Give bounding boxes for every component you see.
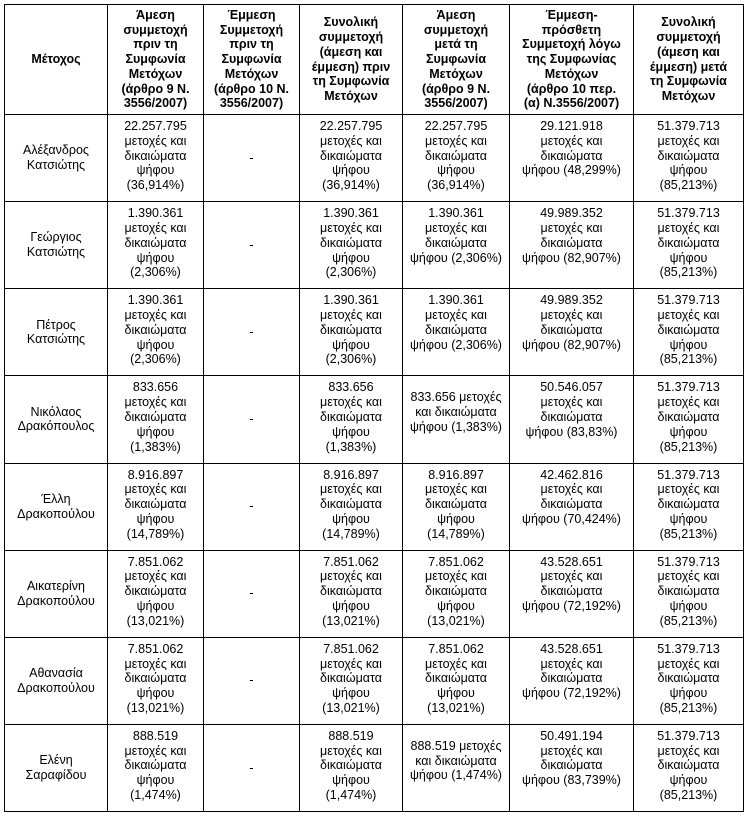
table-row [5, 115, 744, 202]
table-row [5, 637, 744, 724]
total-after-cell: 51.379.713 μετοχές και δικαιώματα ψήφου (85,213%) [634, 115, 744, 202]
header-indirect-before: Έμμεση Συμμετοχή πριν τη Συμφωνία Μετόχων (άρθρο 10 Ν. 3556/2007) [204, 5, 300, 115]
total-before-cell: 888.519 μετοχές και δικαιώματα ψήφου (1,474%) [300, 724, 403, 811]
direct-before-cell: 833.656 μετοχές και δικαιώματα ψήφου (1,383%) [108, 376, 204, 463]
total-before-cell: 22.257.795 μετοχές και δικαιώματα ψήφου (36,914%) [300, 115, 403, 202]
shareholder-name: Έλλη Δρακοπούλου [5, 463, 108, 550]
shareholder-name: Πέτρος Κατσιώτης [5, 289, 108, 376]
header-total-after: Συνολική συμμετοχή (άμεση και έμμεση) μετά τη Συμφωνία Μετόχων [634, 5, 744, 115]
total-after-cell: 51.379.713 μετοχές και δικαιώματα ψήφου (85,213%) [634, 376, 744, 463]
total-after-cell: 51.379.713 μετοχές και δικαιώματα ψήφου (85,213%) [634, 637, 744, 724]
total-before-cell: 1.390.361 μετοχές και δικαιώματα ψήφου (2,306%) [300, 289, 403, 376]
indirect-before-cell: - [204, 115, 300, 202]
indirect-before-cell: - [204, 463, 300, 550]
shareholder-name: Αλέξανδρος Κατσιώτης [5, 115, 108, 202]
indirect-before-cell: - [204, 289, 300, 376]
indirect-after-cell: 50.546.057 μετοχές και δικαιώματα ψήφου (83,83%) [510, 376, 634, 463]
shareholder-name: Αθανασία Δρακοπούλου [5, 637, 108, 724]
total-before-cell: 1.390.361 μετοχές και δικαιώματα ψήφου (2,306%) [300, 202, 403, 289]
total-after-cell: 51.379.713 μετοχές και δικαιώματα ψήφου (85,213%) [634, 202, 744, 289]
direct-before-cell: 8.916.897 μετοχές και δικαιώματα ψήφου (14,789%) [108, 463, 204, 550]
shareholder-name: Αικατερίνη Δρακοπούλου [5, 550, 108, 637]
shareholder-name: Γεώργιος Κατσιώτης [5, 202, 108, 289]
direct-after-cell: 1.390.361 μετοχές και δικαιώματα ψήφου (2,306%) [403, 202, 510, 289]
header-shareholder: Μέτοχος [5, 5, 108, 115]
indirect-after-cell: 29.121.918 μετοχές και δικαιώματα ψήφου (48,299%) [510, 115, 634, 202]
total-before-cell: 833.656 μετοχές και δικαιώματα ψήφου (1,383%) [300, 376, 403, 463]
header-indirect-after: Έμμεση- πρόσθετη Συμμετοχή λόγω της Συμφωνίας Μετόχων (άρθρο 10 περ. (α) Ν.3556/2007) [510, 5, 634, 115]
total-before-cell: 7.851.062 μετοχές και δικαιώματα ψήφου (13,021%) [300, 550, 403, 637]
indirect-after-cell: 50.491.194 μετοχές και δικαιώματα ψήφου (83,739%) [510, 724, 634, 811]
indirect-before-cell: - [204, 724, 300, 811]
direct-after-cell: 7.851.062 μετοχές και δικαιώματα ψήφου (13,021%) [403, 550, 510, 637]
total-after-cell: 51.379.713 μετοχές και δικαιώματα ψήφου (85,213%) [634, 550, 744, 637]
total-before-cell: 7.851.062 μετοχές και δικαιώματα ψήφου (13,021%) [300, 637, 403, 724]
header-total-before: Συνολική συμμετοχή (άμεση και έμμεση) πριν τη Συμφωνία Μετόχων [300, 5, 403, 115]
header-row [5, 5, 744, 115]
indirect-after-cell: 43.528.651 μετοχές και δικαιώματα ψήφου (72,192%) [510, 550, 634, 637]
direct-before-cell: 1.390.361 μετοχές και δικαιώματα ψήφου (2,306%) [108, 289, 204, 376]
total-after-cell: 51.379.713 μετοχές και δικαιώματα ψήφου (85,213%) [634, 463, 744, 550]
indirect-before-cell: - [204, 550, 300, 637]
direct-after-cell: 7.851.062 μετοχές και δικαιώματα ψήφου (13,021%) [403, 637, 510, 724]
indirect-before-cell: - [204, 637, 300, 724]
direct-after-cell: 888.519 μετοχές και δικαιώματα ψήφου (1,474%) [403, 724, 510, 811]
total-after-cell: 51.379.713 μετοχές και δικαιώματα ψήφου (85,213%) [634, 724, 744, 811]
direct-after-cell: 833.656 μετοχές και δικαιώματα ψήφου (1,383%) [403, 376, 510, 463]
direct-before-cell: 7.851.062 μετοχές και δικαιώματα ψήφου (13,021%) [108, 550, 204, 637]
direct-after-cell: 22.257.795 μετοχές και δικαιώματα ψήφου (36,914%) [403, 115, 510, 202]
indirect-after-cell: 42.462.816 μετοχές και δικαιώματα ψήφου (70,424%) [510, 463, 634, 550]
indirect-after-cell: 43.528.651 μετοχές και δικαιώματα ψήφου (72,192%) [510, 637, 634, 724]
direct-after-cell: 1.390.361 μετοχές και δικαιώματα ψήφου (2,306%) [403, 289, 510, 376]
shareholder-name: Ελένη Σαραφίδου [5, 724, 108, 811]
direct-before-cell: 7.851.062 μετοχές και δικαιώματα ψήφου (13,021%) [108, 637, 204, 724]
indirect-after-cell: 49.989.352 μετοχές και δικαιώματα ψήφου (82,907%) [510, 289, 634, 376]
table-row [5, 724, 744, 811]
table-row [5, 463, 744, 550]
direct-after-cell: 8.916.897 μετοχές και δικαιώματα ψήφου (14,789%) [403, 463, 510, 550]
table-row [5, 550, 744, 637]
shareholder-name: Νικόλαος Δρακόπουλος [5, 376, 108, 463]
header-direct-after: Άμεση συμμετοχή μετά τη Συμφωνία Μετόχων (άρθρο 9 Ν. 3556/2007) [403, 5, 510, 115]
direct-before-cell: 888.519 μετοχές και δικαιώματα ψήφου (1,474%) [108, 724, 204, 811]
indirect-before-cell: - [204, 202, 300, 289]
shareholding-table [4, 4, 744, 812]
header-direct-before: Άμεση συμμετοχή πριν τη Συμφωνία Μετόχων (άρθρο 9 Ν. 3556/2007) [108, 5, 204, 115]
indirect-before-cell: - [204, 376, 300, 463]
table-row [5, 376, 744, 463]
table-row [5, 289, 744, 376]
table-row [5, 202, 744, 289]
total-after-cell: 51.379.713 μετοχές και δικαιώματα ψήφου (85,213%) [634, 289, 744, 376]
direct-before-cell: 1.390.361 μετοχές και δικαιώματα ψήφου (2,306%) [108, 202, 204, 289]
direct-before-cell: 22.257.795 μετοχές και δικαιώματα ψήφου (36,914%) [108, 115, 204, 202]
indirect-after-cell: 49.989.352 μετοχές και δικαιώματα ψήφου (82,907%) [510, 202, 634, 289]
total-before-cell: 8.916.897 μετοχές και δικαιώματα ψήφου (14,789%) [300, 463, 403, 550]
